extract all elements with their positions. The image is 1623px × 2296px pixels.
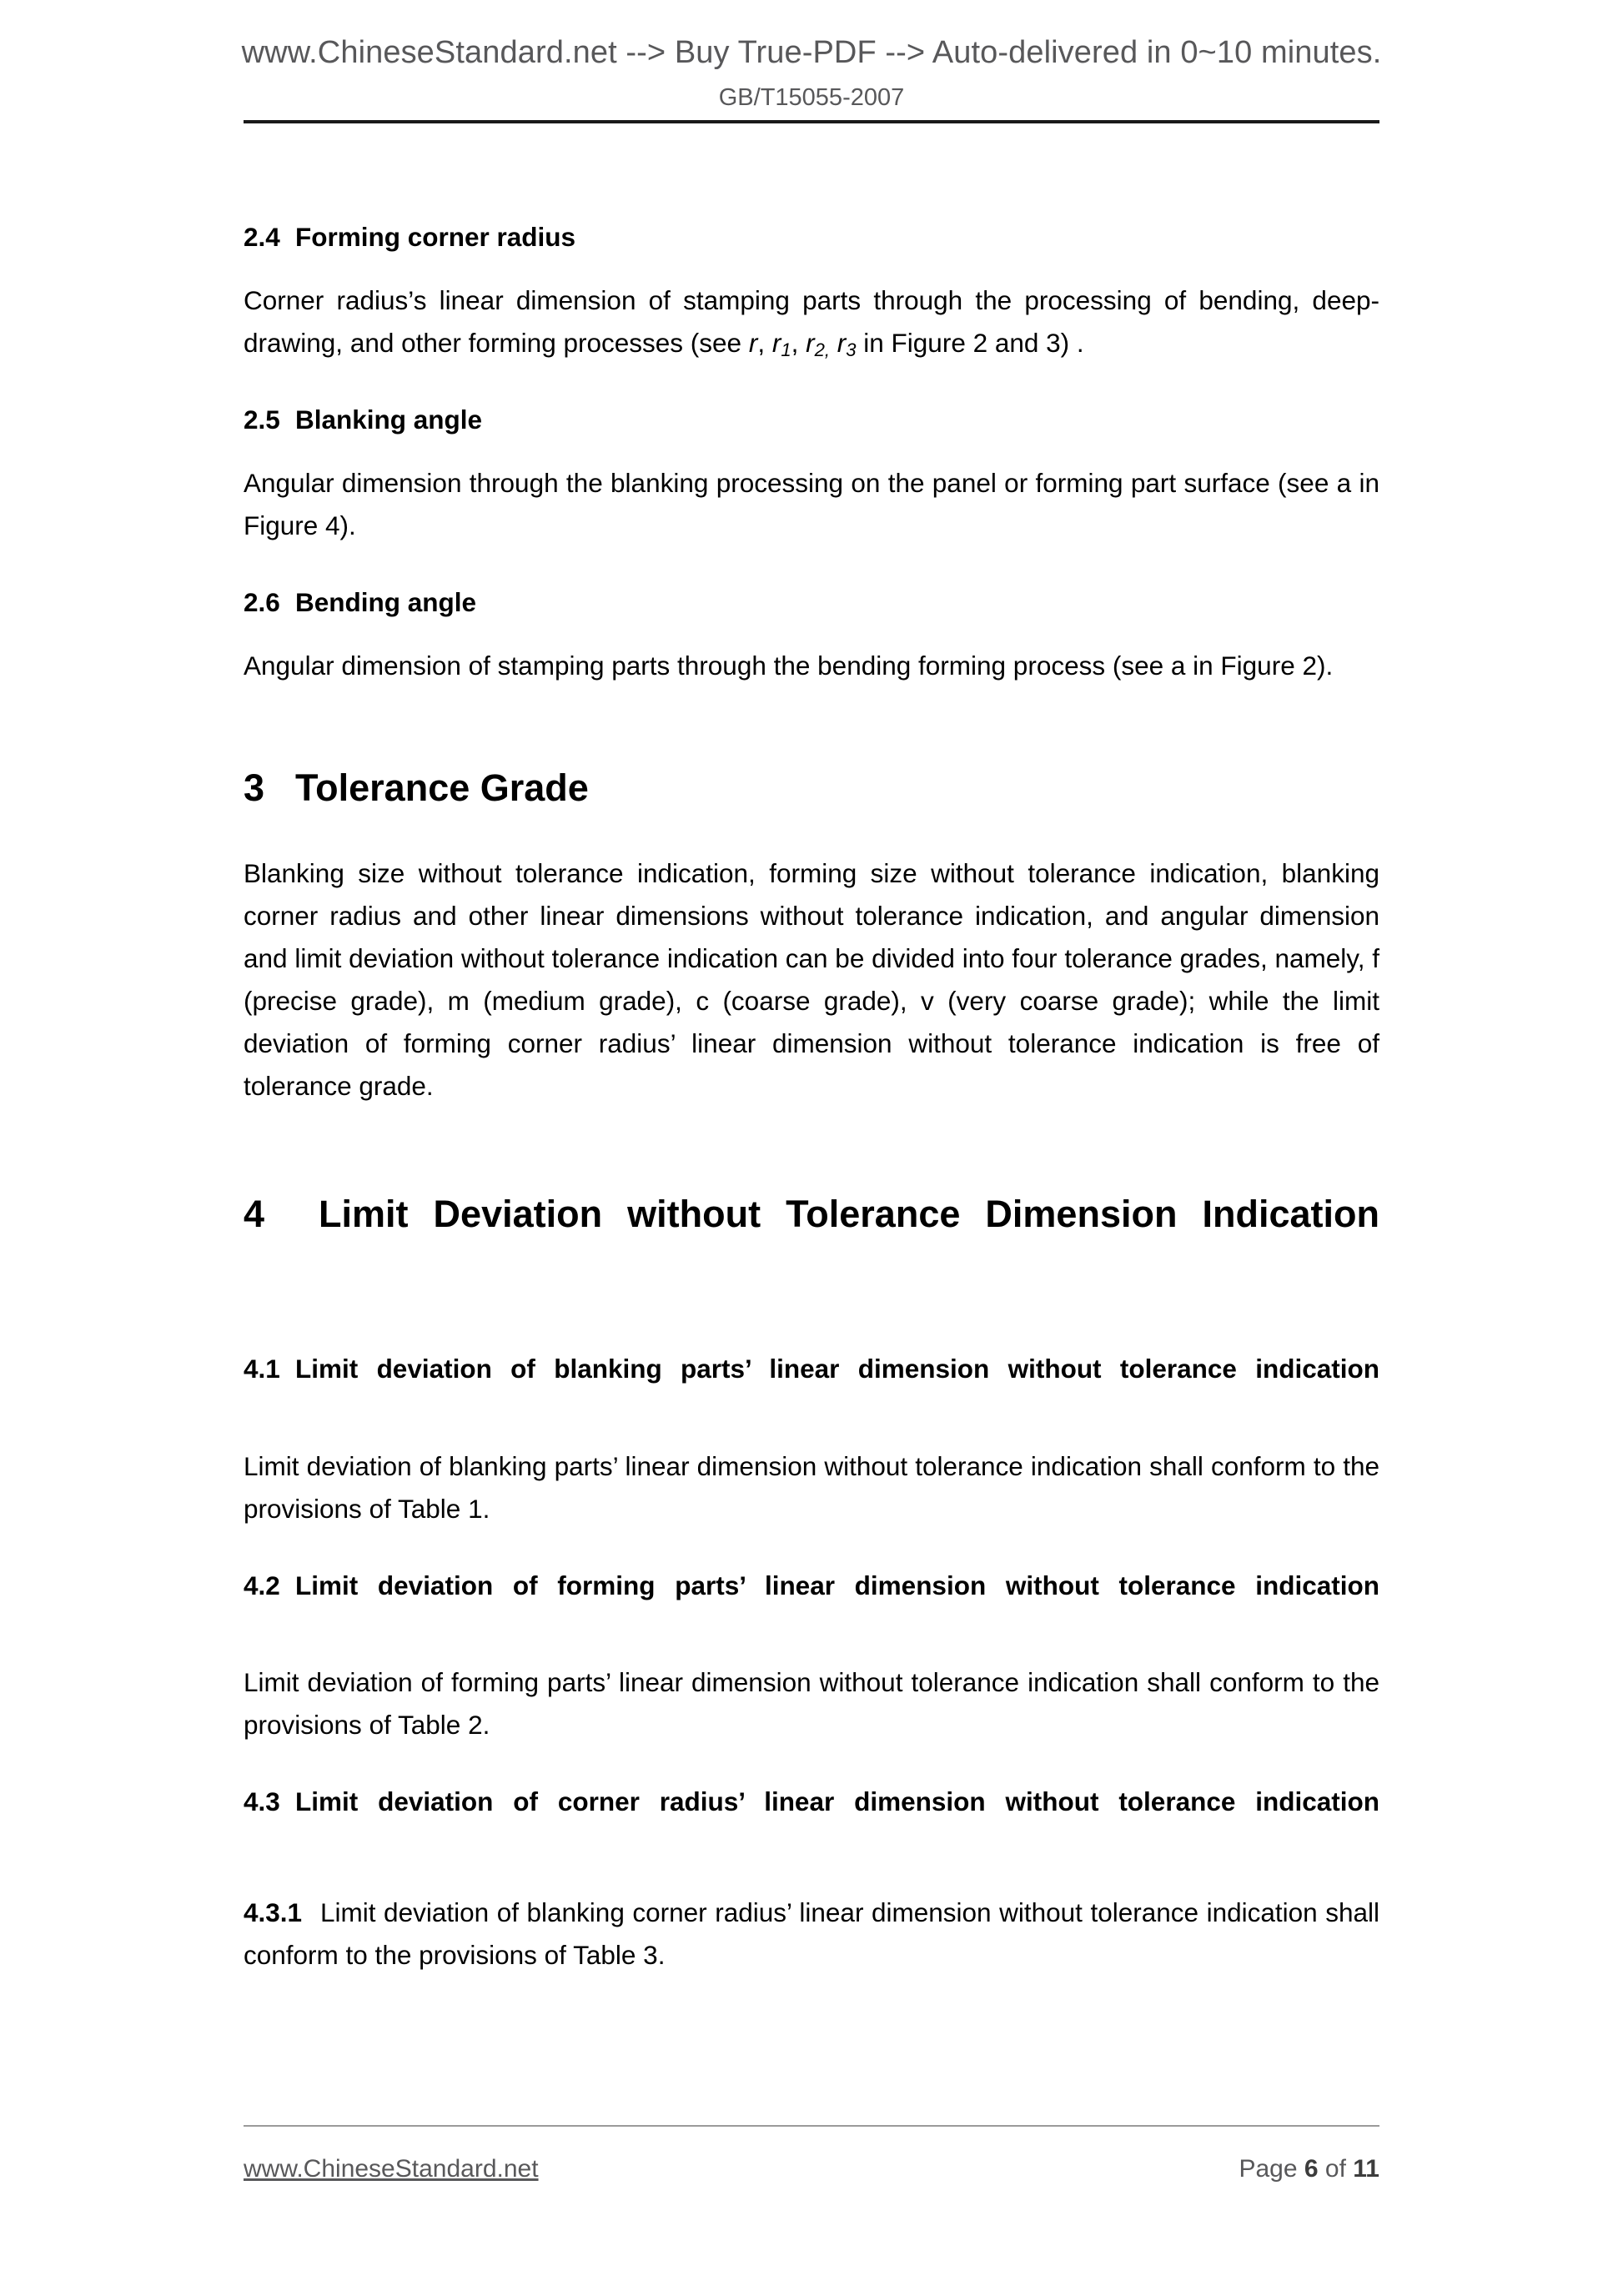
heading-2-5 [244,403,1379,437]
footer-row [244,2155,1379,2183]
heading-2-4-title: Forming corner radius [295,222,576,252]
standard-number: GB/T15055-2007 [718,84,905,111]
heading-4-1-title: Limit deviation of blanking parts’ linear dimension without tolerance indication [295,1353,1379,1384]
heading-section-4-title: Limit Deviation without Tolerance Dimension Indication [319,1193,1379,1236]
separator-1: , [757,327,772,358]
variable-r2-subscript: 2, [814,339,830,360]
heading-section-3-number: 3 [244,766,265,809]
page-header [0,0,1623,123]
page-number-indicator [1239,2155,1379,2183]
paragraph-2-4 [244,279,1379,364]
variable-r3: r [837,327,847,358]
heading-4-2-title: Limit deviation of forming parts’ linear dimension without tolerance indication [295,1570,1379,1600]
document-body [244,182,1379,1977]
heading-section-4-number: 4 [244,1193,265,1236]
heading-4-1 [244,1352,1379,1420]
paragraph-2-6: Angular dimension of stamping parts through the bending forming process (see a in Figure 2). [244,650,1334,681]
footer-divider [244,2125,1379,2127]
paragraph-2-4-text-end: in Figure 2 and 3) . [856,327,1084,358]
heading-4-3 [244,1785,1379,1853]
separator-3 [830,328,837,358]
page-footer [244,2125,1379,2183]
paragraph-4-3-1-text: Limit deviation of blanking corner radius’ linear dimension without tolerance indication shall conform to the provisions of Table 3. [244,1897,1379,1971]
paragraph-4-1: Limit deviation of blanking parts’ linear dimension without tolerance indication shall conform to the provisions of Table 1. [244,1450,1379,1524]
paragraph-2-5: Angular dimension through the blanking processing on the panel or forming part surface (see a in Figure 4). [244,467,1379,540]
variable-r1-subscript: 1 [781,339,791,360]
promo-banner-text: www.ChineseStandard.net --> Buy True-PDF --> Auto-delivered in 0~10 minutes. [241,35,1382,70]
page-label-middle: of [1318,2155,1354,2183]
heading-2-4-number: 2.4 [244,222,280,252]
variable-r2: r [806,327,815,358]
heading-section-3 [244,764,1379,813]
header-divider [244,120,1379,123]
variable-r3-subscript: 3 [846,339,857,360]
heading-section-3-title: Tolerance Grade [295,766,589,809]
heading-2-5-number: 2.5 [244,404,280,435]
heading-2-5-title: Blanking angle [295,404,483,435]
footer-website-link[interactable]: www.ChineseStandard.net [244,2155,539,2183]
paragraph-section-3: Blanking size without tolerance indication, forming size without tolerance indication, blanking corner radius and other linear dimensions without tolerance indication, and angular dimension and limit deviation without tolerance indication can be divided into four tolerance grades, namely, f (precise grade), m (medium grade), c (coarse grade), v (very coarse grade); while the limit deviation of forming corner radius’ linear dimension without tolerance indication is free of tolerance grade. [244,858,1379,1102]
heading-2-6-title: Bending angle [295,586,477,617]
heading-4-3-number: 4.3 [244,1786,280,1817]
heading-section-4 [244,1184,1379,1303]
paragraph-2-4-text-start: Corner radius’s linear dimension of stamping parts through the processing of bending, deep-drawing, and other forming processes (see [244,284,1379,358]
paragraph-4-2: Limit deviation of forming parts’ linear dimension without tolerance indication shall conform to the provisions of Table 2. [244,1667,1379,1741]
paragraph-4-3-1 [244,1892,1379,1977]
page-number-current: 6 [1304,2155,1319,2183]
heading-4-1-number: 4.1 [244,1353,280,1384]
heading-2-6 [244,585,1379,620]
heading-4-2-number: 4.2 [244,1570,280,1600]
separator-2: , [791,327,806,358]
heading-2-4 [244,220,1379,254]
heading-2-6-number: 2.6 [244,586,280,617]
variable-r: r [748,327,758,358]
heading-4-3-title: Limit deviation of corner radius’ linear dimension without tolerance indication [295,1786,1379,1817]
page-number-total: 11 [1353,2155,1379,2183]
paragraph-4-3-1-number: 4.3.1 [244,1897,303,1928]
heading-4-2 [244,1569,1379,1637]
page-label-prefix: Page [1239,2155,1304,2183]
variable-r1: r [771,327,781,358]
